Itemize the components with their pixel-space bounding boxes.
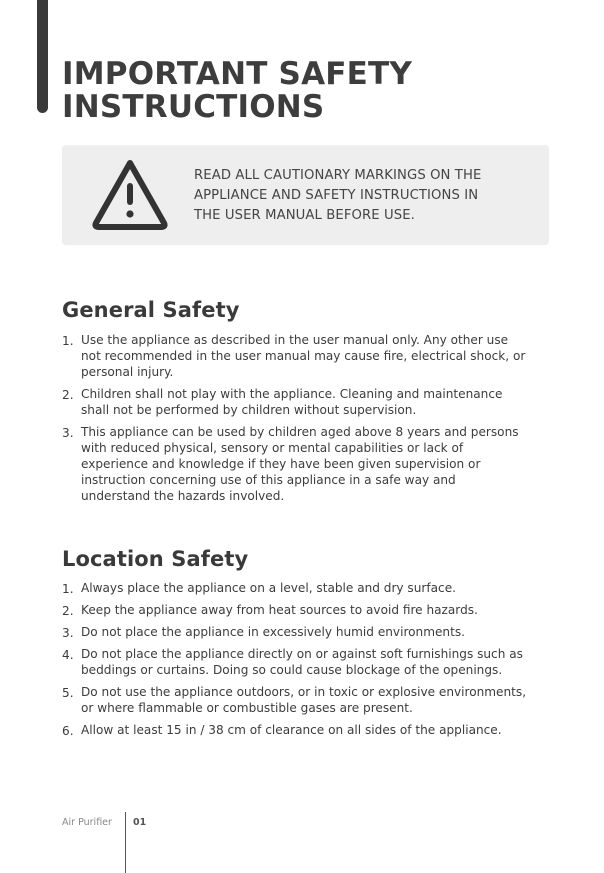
list-item: [62, 684, 562, 716]
list-item-text: understand the hazards involved.: [81, 489, 285, 503]
page-title-line-2: INSTRUCTIONS: [62, 89, 325, 125]
list-item-text: beddings or curtains. Doing so could cause blockage of the openings.: [81, 663, 503, 677]
general-safety-heading: General Safety: [62, 298, 240, 322]
list-item-text: Always place the appliance on a level, stable and dry surface.: [81, 581, 456, 595]
list-item-number: 4.: [62, 648, 74, 662]
list-item-text: experience and knowledge if they have been given supervision or: [81, 457, 481, 471]
list-item: [62, 722, 562, 738]
page-title-line-1: IMPORTANT SAFETY: [62, 56, 413, 92]
list-item-text: shall not be performed by children without supervision.: [81, 403, 417, 417]
list-item-text: Keep the appliance away from heat sources to avoid fire hazards.: [81, 603, 478, 617]
list-item-text: not recommended in the user manual may cause fire, electrical shock, or: [81, 349, 526, 363]
footer-page-number: 01: [133, 817, 147, 828]
list-item-number: 6.: [62, 724, 74, 738]
list-item: [62, 580, 562, 596]
caution-notice-line: THE USER MANUAL BEFORE USE.: [194, 208, 415, 223]
list-item-text: or where flammable or combustible gases are present.: [81, 701, 413, 715]
warning-triangle-icon: [90, 157, 170, 231]
list-item-number: 1.: [62, 334, 74, 348]
list-item-number: 2.: [62, 604, 74, 618]
list-item: [62, 602, 562, 618]
list-item-number: 5.: [62, 686, 74, 700]
list-item: [62, 424, 562, 504]
list-item-number: 3.: [62, 426, 74, 440]
list-item-text: personal injury.: [81, 365, 174, 379]
list-item-text: Use the appliance as described in the user manual only. Any other use: [81, 333, 509, 347]
list-item: [62, 646, 562, 678]
list-item-number: 3.: [62, 626, 74, 640]
footer-product-label: Air Purifier: [62, 817, 112, 828]
location-safety-heading: Location Safety: [62, 547, 249, 571]
caution-notice-text: [194, 166, 539, 226]
list-item: [62, 332, 562, 380]
list-item-text: Children shall not play with the appliance. Cleaning and maintenance: [81, 387, 503, 401]
caution-notice-line: READ ALL CAUTIONARY MARKINGS ON THE: [194, 168, 482, 183]
list-item-number: 1.: [62, 582, 74, 596]
list-item: [62, 624, 562, 640]
list-item-text: with reduced physical, sensory or mental capabilities or lack of: [81, 441, 464, 455]
list-item-text: Do not place the appliance in excessively humid environments.: [81, 625, 465, 639]
caution-notice-box: [62, 145, 549, 245]
location-safety-list: [62, 580, 562, 738]
page-title: [62, 58, 562, 124]
list-item-text: instruction concerning use of this appliance in a safe way and: [81, 473, 456, 487]
list-item-text: Do not place the appliance directly on or against soft furnishings such as: [81, 647, 523, 661]
list-item-text: This appliance can be used by children aged above 8 years and persons: [81, 425, 519, 439]
list-item: [62, 386, 562, 418]
general-safety-list: [62, 332, 562, 504]
list-item-text: Allow at least 15 in / 38 cm of clearance on all sides of the appliance.: [81, 723, 502, 737]
list-item-text: Do not use the appliance outdoors, or in toxic or explosive environments,: [81, 685, 527, 699]
caution-notice-line: APPLIANCE AND SAFETY INSTRUCTIONS IN: [194, 188, 479, 203]
title-accent-bar: [37, 0, 48, 113]
list-item-number: 2.: [62, 388, 74, 402]
footer-divider: [125, 812, 126, 873]
